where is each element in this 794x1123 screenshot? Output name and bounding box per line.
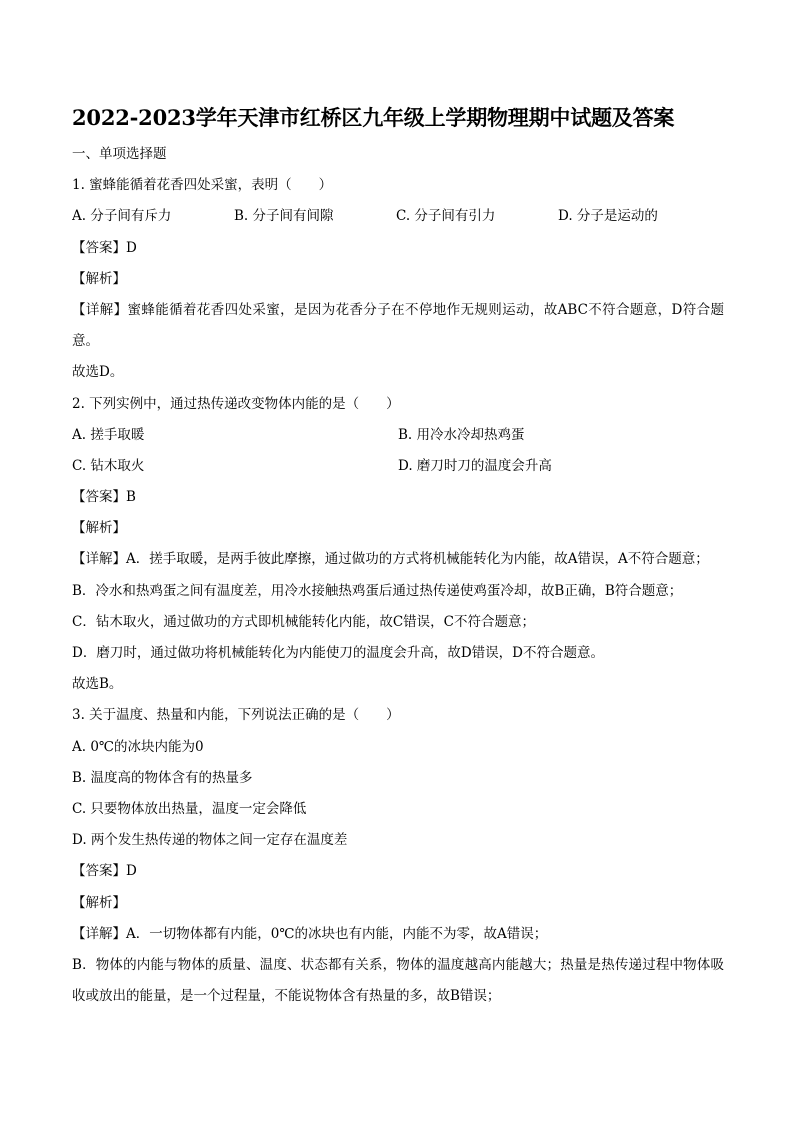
question-1-detail: 【详解】蜜蜂能循着花香四处采蜜，是因为花香分子在不停地作无规则运动，故ABC不符合题意，D符合题意。 bbox=[72, 301, 724, 350]
question-2-analysis-label: 【解析】 bbox=[72, 520, 126, 537]
question-2-detail-b: B．冷水和热鸡蛋之间有温度差，用冷水接触热鸡蛋后通过热传递使鸡蛋冷却，故B正确，B符合题意； bbox=[72, 582, 683, 599]
question-2-options-row-1 bbox=[72, 420, 724, 451]
question-3-analysis-label: 【解析】 bbox=[72, 894, 126, 911]
option-a: A. 搓手取暖 bbox=[72, 426, 145, 443]
question-2-detail-d: D．磨刀时，通过做功将机械能转化为内能使刀的温度会升高，故D错误，D不符合题意。 bbox=[72, 645, 604, 662]
question-2-stem: 2. 下列实例中，通过热传递改变物体内能的是（ ） bbox=[72, 395, 400, 412]
option-a: A. 0℃的冰块内能为0 bbox=[72, 738, 204, 755]
question-1-answer: 【答案】D bbox=[72, 239, 137, 256]
option-c: C. 钻木取火 bbox=[72, 457, 145, 474]
option-d: D. 磨刀时刀的温度会升高 bbox=[398, 457, 552, 474]
option-d: D. 两个发生热传递的物体之间一定存在温度差 bbox=[72, 832, 348, 849]
document-title: 2022-2023学年天津市红桥区九年级上学期物理期中试题及答案 bbox=[72, 105, 675, 130]
question-1-conclusion: 故选D。 bbox=[72, 364, 124, 381]
question-2-detail-c: C．钻木取火，通过做功的方式即机械能转化内能，故C错误，C不符合题意； bbox=[72, 613, 535, 630]
option-d: D. 分子是运动的 bbox=[558, 208, 658, 225]
question-2-conclusion: 故选B。 bbox=[72, 676, 123, 693]
question-2-answer: 【答案】B bbox=[72, 489, 136, 506]
option-a: A. 分子间有斥力 bbox=[72, 208, 172, 225]
document-page bbox=[72, 102, 724, 1012]
section-heading: 一、单项选择题 bbox=[72, 146, 167, 162]
question-2-detail-a: 【详解】A．搓手取暖，是两手彼此摩擦，通过做功的方式将机械能转化为内能，故A错误，A不符合题意； bbox=[72, 551, 709, 568]
question-2-options-row-2 bbox=[72, 451, 724, 482]
option-b: B. 温度高的物体含有的热量多 bbox=[72, 769, 253, 786]
option-c: C. 分子间有引力 bbox=[396, 208, 496, 225]
question-1-analysis-label: 【解析】 bbox=[72, 270, 126, 287]
question-3-detail-b: B．物体的内能与物体的质量、温度、状态都有关系，物体的温度越高内能越大；热量是热传递过程中物体吸收或放出的能量，是一个过程量，不能说物体含有热量的多，故B错误； bbox=[72, 956, 724, 1005]
option-c: C. 只要物体放出热量，温度一定会降低 bbox=[72, 800, 307, 817]
option-b: B. 用冷水冷却热鸡蛋 bbox=[398, 426, 525, 443]
option-b: B. 分子间有间隙 bbox=[234, 208, 334, 225]
question-1-options bbox=[72, 201, 724, 232]
question-1-stem: 1. 蜜蜂能循着花香四处采蜜，表明（ ） bbox=[72, 177, 333, 194]
question-3-detail-a: 【详解】A．一切物体都有内能，0℃的冰块也有内能，内能不为零，故A错误； bbox=[72, 925, 548, 942]
question-3-stem: 3. 关于温度、热量和内能，下列说法正确的是（ ） bbox=[72, 707, 400, 724]
question-3-answer: 【答案】D bbox=[72, 863, 137, 880]
